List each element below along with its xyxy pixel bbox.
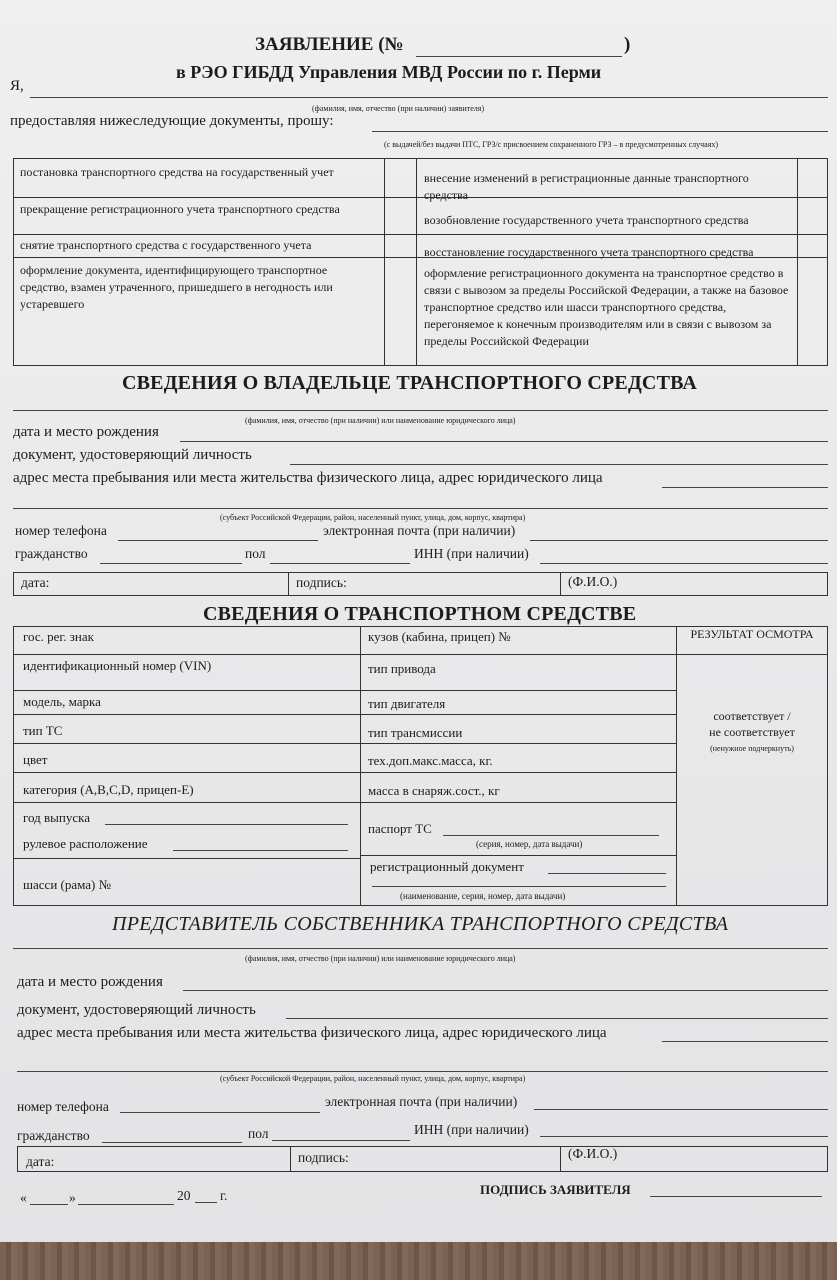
chassis-label: шасси (рама) №: [23, 877, 112, 892]
result-title: РЕЗУЛЬТАТ ОСМОТРА: [690, 627, 814, 641]
transmission-label: тип трансмиссии: [368, 725, 463, 740]
form-title-close: ): [624, 34, 631, 55]
applicant-name-field[interactable]: [30, 97, 828, 98]
drive-label: тип привода: [368, 661, 436, 676]
action-label: восстановление государственного учета транспортного средства: [424, 245, 754, 259]
owner-fio-label: (Ф.И.О.): [568, 574, 618, 589]
application-number-field[interactable]: [416, 56, 622, 57]
form-subtitle: в РЭО ГИБДД Управления МВД России по г. Перми: [176, 62, 602, 82]
table-divider: [797, 158, 798, 366]
rep-birth-label: дата и место рождения: [17, 974, 163, 990]
owner-birth-field[interactable]: [180, 441, 828, 442]
month-field[interactable]: [78, 1204, 174, 1205]
owner-address-field[interactable]: [662, 487, 828, 488]
applicant-sign-label: ПОДПИСЬ ЗАЯВИТЕЛЯ: [480, 1182, 631, 1197]
table-divider: [416, 158, 417, 366]
action-checkbox[interactable]: [387, 200, 413, 232]
passport-field[interactable]: [443, 835, 659, 836]
year-label: год выпуска: [23, 810, 90, 825]
owner-id-field[interactable]: [290, 464, 828, 465]
reg-doc-field-2[interactable]: [372, 886, 666, 887]
table-divider: [13, 772, 676, 773]
action-label: прекращение регистрационного учета транспортного средства: [20, 202, 340, 216]
table-divider: [13, 690, 676, 691]
vin-label: идентификационный номер (VIN): [23, 658, 212, 673]
owner-address-hint: (субъект Российской Федерации, район, населенный пункт, улица, дом, корпус, квартира): [220, 513, 526, 522]
owner-birth-label: дата и место рождения: [13, 424, 159, 440]
table-divider: [676, 626, 677, 906]
year-suffix-field[interactable]: [195, 1202, 217, 1203]
provide-label: предоставляя нижеследующие документы, прошу:: [10, 113, 334, 129]
plate-label: гос. рег. знак: [23, 629, 94, 644]
rep-name-field[interactable]: [13, 948, 828, 949]
year-suffix: г.: [220, 1188, 228, 1203]
owner-sex-label: пол: [245, 546, 266, 561]
rep-sex-label: пол: [248, 1126, 269, 1141]
rep-sign-row: [17, 1146, 828, 1172]
owner-citizenship-label: гражданство: [15, 546, 88, 561]
body-label: кузов (кабина, прицеп) №: [368, 629, 511, 644]
request-field[interactable]: [372, 131, 828, 132]
applicant-hint: (фамилия, имя, отчество (при наличии) заявителя): [312, 104, 485, 113]
passport-label: паспорт ТС: [368, 821, 432, 836]
owner-name-field[interactable]: [13, 410, 828, 411]
owner-heading: СВЕДЕНИЯ О ВЛАДЕЛЬЦЕ ТРАНСПОРТНОГО СРЕДСТВА: [122, 372, 698, 394]
table-divider: [13, 234, 828, 235]
action-label: оформление документа, идентифицирующего транспортное средство, взамен утраченного, пришедшего в негодность или устаревшего: [20, 263, 333, 311]
rep-address-hint: (субъект Российской Федерации, район, населенный пункт, улица, дом, корпус, квартира): [220, 1074, 526, 1083]
owner-address-label: адрес места пребывания или места жительства физического лица, адрес юридического лица: [13, 470, 603, 486]
owner-inn-label: ИНН (при наличии): [414, 546, 529, 561]
owner-id-label: документ, удостоверяющий личность: [13, 447, 252, 463]
curb-mass-label: масса в снаряж.сост., кг: [368, 783, 500, 798]
applicant-label: Я,: [10, 78, 24, 94]
owner-inn-field[interactable]: [540, 563, 828, 564]
vehicle-heading: СВЕДЕНИЯ О ТРАНСПОРТНОМ СРЕДСТВЕ: [203, 603, 637, 625]
result-mismatch[interactable]: не соответствует: [709, 725, 795, 739]
rep-inn-label: ИНН (при наличии): [414, 1122, 529, 1137]
date-quote-open: «: [20, 1190, 27, 1205]
rep-phone-field[interactable]: [120, 1112, 320, 1113]
table-divider: [384, 158, 385, 366]
rep-fio-label: (Ф.И.О.): [568, 1146, 618, 1161]
max-mass-label: тех.доп.макс.масса, кг.: [368, 753, 493, 768]
action-label: снятие транспортного средства с государственного учета: [20, 238, 312, 252]
color-label: цвет: [23, 752, 48, 767]
table-divider: [13, 654, 828, 655]
action-checkbox[interactable]: [387, 260, 413, 364]
rep-address-label: адрес места пребывания или места жительства физического лица, адрес юридического лица: [17, 1025, 607, 1041]
table-divider: [13, 743, 676, 744]
result-hint: (ненужное подчеркнуть): [710, 744, 794, 753]
owner-phone-field[interactable]: [118, 540, 318, 541]
request-hint: (с выдачей/без выдачи ПТС, ГРЗ/с присвоением сохраненного ГРЗ – в предусмотренных случаях): [384, 140, 719, 149]
rep-phone-label: номер телефона: [17, 1099, 109, 1114]
action-checkbox[interactable]: [800, 161, 826, 195]
rep-name-hint: (фамилия, имя, отчество (при наличии) или наименование юридического лица): [245, 954, 516, 963]
rep-heading: ПРЕДСТАВИТЕЛЬ СОБСТВЕННИКА ТРАНСПОРТНОГО СРЕДСТВА: [112, 913, 729, 935]
year-field[interactable]: [105, 824, 348, 825]
action-checkbox[interactable]: [800, 260, 826, 364]
wooden-floor: [0, 1242, 837, 1280]
reg-doc-hint: (наименование, серия, номер, дата выдачи): [400, 891, 566, 901]
action-label: внесение изменений в регистрационные данные транспортного средства: [424, 171, 749, 202]
applicant-sign-field[interactable]: [650, 1196, 822, 1197]
rep-email-label: электронная почта (при наличии): [325, 1094, 518, 1109]
owner-sign-row: [13, 572, 828, 596]
owner-name-hint: (фамилия, имя, отчество (при наличии) или наименование юридического лица): [245, 416, 516, 425]
table-divider: [13, 858, 360, 859]
day-field[interactable]: [30, 1204, 68, 1205]
owner-address-field-2[interactable]: [13, 508, 828, 509]
table-divider: [560, 572, 561, 596]
wheel-label: рулевое расположение: [23, 836, 148, 851]
passport-hint: (серия, номер, дата выдачи): [476, 839, 583, 849]
reg-doc-field[interactable]: [548, 873, 666, 874]
date-quote-close: »: [69, 1190, 76, 1205]
owner-date-label: дата:: [21, 575, 50, 590]
action-checkbox[interactable]: [800, 200, 826, 232]
rep-inn-field[interactable]: [540, 1136, 828, 1137]
engine-label: тип двигателя: [368, 696, 446, 711]
type-label: тип ТС: [23, 723, 63, 738]
rep-email-field[interactable]: [534, 1109, 828, 1110]
rep-id-label: документ, удостоверяющий личность: [17, 1002, 256, 1018]
owner-email-field[interactable]: [530, 540, 828, 541]
action-label: возобновление государственного учета транспортного средства: [424, 213, 749, 227]
owner-signature-label: подпись:: [296, 575, 347, 590]
table-divider: [288, 572, 289, 596]
result-match[interactable]: соответствует /: [713, 709, 791, 723]
rep-address-field-2[interactable]: [17, 1071, 828, 1072]
rep-citizenship-label: гражданство: [17, 1128, 90, 1143]
action-label: оформление регистрационного документа на транспортное средство в связи с вывозом за пределы Российской Федерации, а также на базовое транспортное средство или шасси транспортного средства, перегоняемое к конечным производителям или в связи с вывозом за пределы Российской Федерации: [424, 266, 789, 348]
rep-signature-label: подпись:: [298, 1150, 349, 1165]
action-checkbox[interactable]: [387, 161, 413, 195]
action-checkbox[interactable]: [387, 237, 413, 255]
table-divider: [360, 855, 676, 856]
owner-email-label: электронная почта (при наличии): [323, 523, 516, 538]
year-prefix: 20: [177, 1188, 191, 1203]
rep-birth-field[interactable]: [183, 990, 828, 991]
table-divider: [360, 626, 361, 906]
action-checkbox[interactable]: [800, 237, 826, 255]
form-title: ЗАЯВЛЕНИЕ (№: [255, 34, 404, 55]
wheel-field[interactable]: [173, 850, 348, 851]
model-label: модель, марка: [23, 694, 101, 709]
rep-citizenship-field[interactable]: [102, 1142, 242, 1143]
owner-phone-label: номер телефона: [15, 523, 107, 538]
owner-citizenship-field[interactable]: [100, 563, 242, 564]
rep-id-field[interactable]: [286, 1018, 828, 1019]
owner-sex-field[interactable]: [270, 563, 410, 564]
action-label: постановка транспортного средства на государственный учет: [20, 165, 334, 179]
table-divider: [13, 714, 676, 715]
category-label: категория (A,B,C,D, прицеп-Е): [23, 782, 194, 797]
table-divider: [13, 802, 676, 803]
table-divider: [290, 1146, 291, 1172]
rep-sex-field[interactable]: [272, 1140, 410, 1141]
reg-doc-label: регистрационный документ: [370, 859, 524, 874]
rep-address-field[interactable]: [662, 1041, 828, 1042]
table-divider: [560, 1146, 561, 1172]
rep-date-label: дата:: [26, 1154, 55, 1169]
